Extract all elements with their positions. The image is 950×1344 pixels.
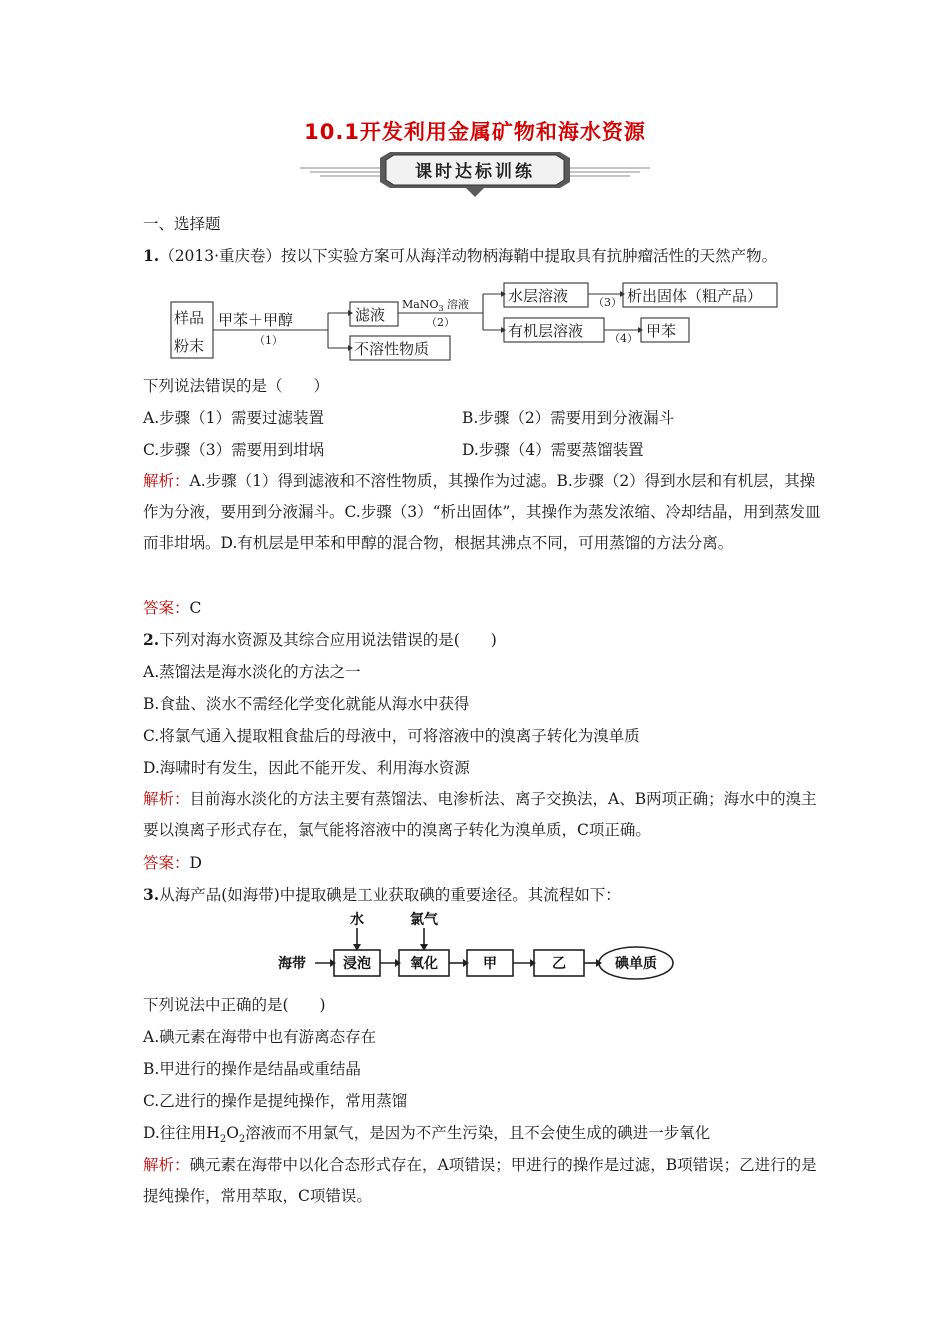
- flow1-reagent: 甲苯＋甲醇: [218, 311, 294, 329]
- q3-option-d-pre: D.往往用H: [143, 1124, 220, 1142]
- flow1-toluene: 甲苯: [646, 322, 677, 340]
- flow3-iodine: 碘单质: [615, 956, 657, 972]
- q3-option-b: B.甲进行的操作是结晶或重结晶: [143, 1060, 361, 1078]
- q3-option-c: C.乙进行的操作是提纯操作，常用蒸馏: [143, 1092, 408, 1110]
- q3-option-d-sub2: 2: [238, 1134, 246, 1146]
- q2-analysis-label: 解析：: [143, 790, 190, 808]
- q2-number: 2.: [143, 630, 160, 649]
- flow1-reagent2-sub: 3: [438, 304, 444, 313]
- q3-option-d: [143, 1122, 710, 1151]
- q1-flowchart: [168, 280, 788, 365]
- q3-number: 3.: [143, 885, 160, 904]
- q1-stem: [143, 245, 823, 267]
- flow3-jia: 甲: [483, 956, 497, 972]
- q2-option-a: A.蒸馏法是海水淡化的方法之一: [143, 663, 361, 681]
- q3-option-a: A.碘元素在海带中也有游离态存在: [143, 1028, 377, 1046]
- q1-option-a: A.步骤（1）需要过滤装置: [143, 409, 324, 427]
- page-title: 10.1开发利用金属矿物和海水资源: [304, 120, 646, 144]
- flow1-step1: （1）: [254, 334, 283, 347]
- flow1-reagent2-tail: 溶液: [443, 298, 470, 311]
- q2-answer-label: 答案：: [143, 854, 190, 872]
- q1-ask: 下列说法错误的是（ ）: [143, 377, 330, 395]
- q1-analysis: [143, 466, 823, 559]
- q2-analysis: [143, 784, 823, 846]
- q3-analysis-text: 碘元素在海带中以化合态形式存在，A项错误；甲进行的操作是过滤，B项错误；乙进行的是提纯操作，常用萃取，C项错误。: [143, 1156, 817, 1205]
- q1-answer-value: C: [189, 599, 202, 617]
- q3-analysis-label: 解析：: [143, 1156, 190, 1174]
- q2-answer-value: D: [189, 854, 202, 872]
- flow1-sample-line1: 样品: [174, 309, 205, 327]
- q1-analysis-text: A.步骤（1）得到滤液和不溶性物质，其操作为过滤。B.步骤（2）得到水层和有机层，其操作为分液，要用到分液漏斗。C.步骤（3）“析出固体”，其操作为蒸发浓缩、冷却结晶，用到蒸发皿而非坩埚。D.有机层是甲苯和甲醇的混合物，根据其沸点不同，可用蒸馏的方法分离。: [143, 472, 821, 552]
- flow1-insoluble: 不溶性物质: [354, 340, 430, 358]
- flow3-yi: 乙: [552, 956, 566, 972]
- banner-text: 课时达标训练: [415, 162, 535, 182]
- flow3-kelp: 海带: [278, 956, 306, 972]
- flow1-organic: 有机层溶液: [508, 322, 584, 340]
- q1-stem-text: （2013·重庆卷）按以下实验方案可从海洋动物柄海鞘中提取具有抗肿瘤活性的天然产物。: [159, 247, 778, 265]
- q1-analysis-label: 解析：: [143, 472, 190, 490]
- flow1-aqueous: 水层溶液: [508, 287, 569, 305]
- q3-stem-text: 从海产品(如海带)中提取碘是工业获取碘的重要途径。其流程如下：: [159, 886, 621, 904]
- flow3-oxidize: 氧化: [410, 956, 438, 972]
- q3-ask: 下列说法中正确的是( ): [143, 996, 326, 1014]
- q3-option-d-post: 溶液而不用氯气，是因为不产生污染，且不会使生成的碘进一步氧化: [245, 1124, 711, 1142]
- q1-answer: [143, 597, 823, 619]
- q1-option-b: B.步骤（2）需要用到分液漏斗: [462, 409, 675, 427]
- q2-analysis-text: 目前海水淡化的方法主要有蒸馏法、电渗析法、离子交换法，A、B两项正确；海水中的溴主要以溴离子形式存在，氯气能将溶液中的溴离子转化为溴单质，C项正确。: [143, 790, 817, 839]
- section-heading: 一、选择题: [143, 215, 221, 233]
- flow1-step3: （3）: [593, 296, 622, 309]
- flow3-chlorine: 氯气: [410, 912, 438, 928]
- flow1-step2: （2）: [426, 316, 455, 329]
- q1-answer-label: 答案：: [143, 599, 190, 617]
- q3-stem: [143, 884, 823, 906]
- flow1-filtrate: 滤液: [355, 306, 386, 324]
- flow1-reagent2-main: MaNO: [402, 298, 439, 311]
- q2-answer: [143, 852, 823, 874]
- q2-option-d: D.海啸时有发生，因此不能开发、利用海水资源: [143, 759, 470, 777]
- q2-stem-text: 下列对海水资源及其综合应用说法错误的是( ): [159, 631, 497, 649]
- flow1-sample-line2: 粉末: [174, 337, 205, 355]
- q2-stem: [143, 629, 823, 651]
- flow1-step4: （4）: [609, 332, 638, 345]
- flow1-crystal: 析出固体（粗产品）: [627, 287, 763, 305]
- q3-option-d-mid: O: [226, 1124, 239, 1142]
- q3-analysis: [143, 1150, 823, 1212]
- flow3-soak: 浸泡: [343, 956, 371, 972]
- flow1-reagent2: [402, 297, 469, 313]
- q3-option-d-sub1: 2: [219, 1134, 227, 1146]
- lesson-banner: [300, 150, 650, 200]
- q3-flowchart: [270, 908, 690, 986]
- flow3-water: 水: [350, 912, 364, 928]
- q2-option-c: C.将氯气通入提取粗食盐后的母液中，可将溶液中的溴离子转化为溴单质: [143, 727, 640, 745]
- q1-option-d: D.步骤（4）需要蒸馏装置: [462, 441, 644, 459]
- q2-option-b: B.食盐、淡水不需经化学变化就能从海水中获得: [143, 695, 470, 713]
- q1-option-c: C.步骤（3）需要用到坩埚: [143, 441, 325, 459]
- q1-number: 1.: [143, 246, 160, 265]
